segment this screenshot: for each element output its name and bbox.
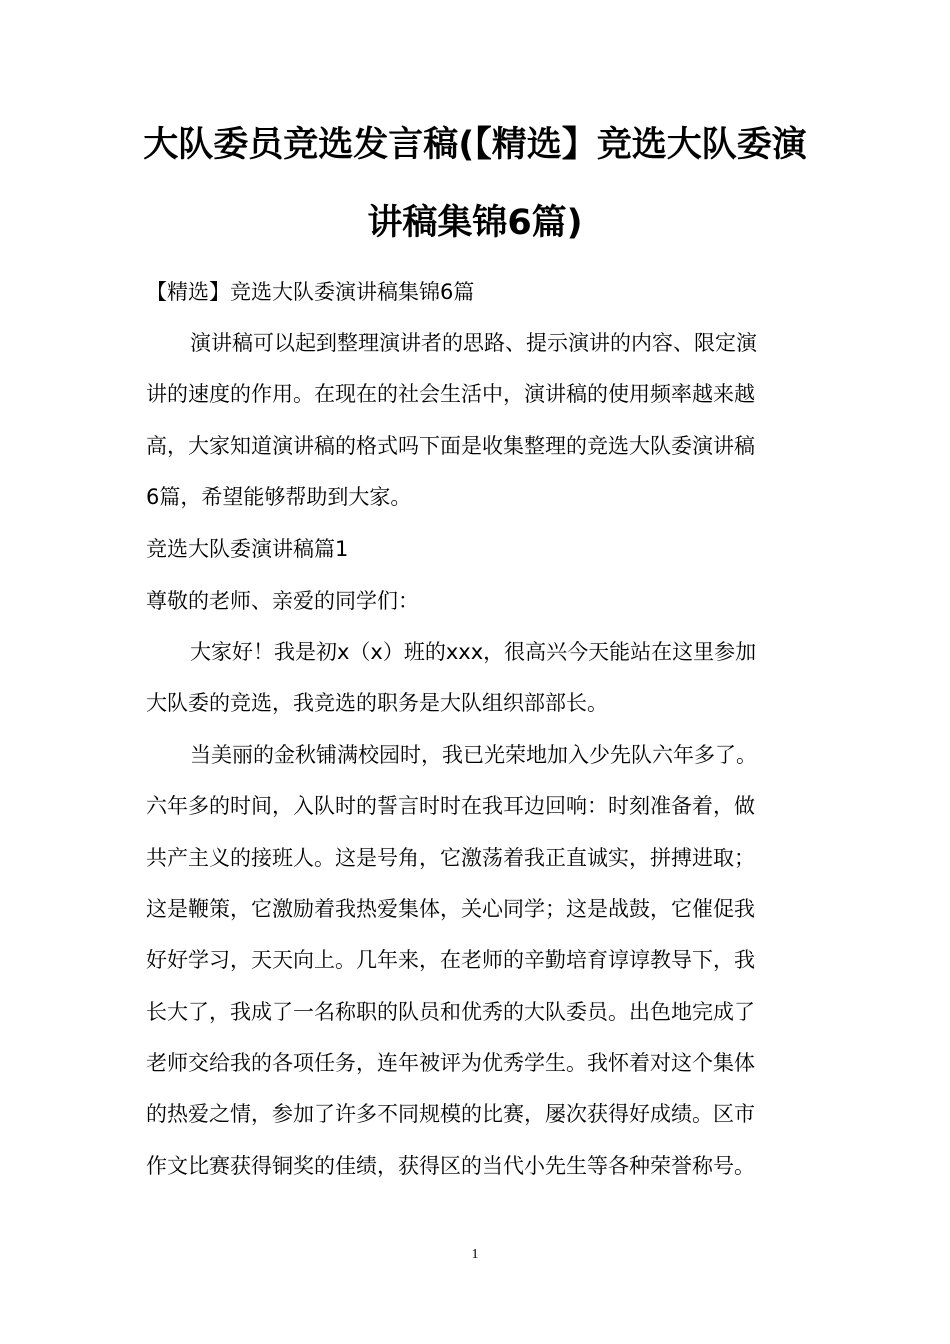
document-title-line-1: 大队委员竞选发言稿(【精选】竞选大队委演 xyxy=(143,125,807,165)
salutation-line: 尊敬的老师、亲爱的同学们： xyxy=(146,589,419,613)
section-heading: 竞选大队委演讲稿篇1 xyxy=(146,537,349,561)
subtitle-line: 【精选】竞选大队委演讲稿集锦6篇 xyxy=(146,280,475,304)
intro-line-3: 高，大家知道演讲稿的格式吗下面是收集整理的竞选大队委演讲稿 xyxy=(146,434,755,458)
body-paragraph-1-line-2: 大队委的竞选，我竞选的职务是大队组织部部长。 xyxy=(146,691,608,715)
intro-line-1: 演讲稿可以起到整理演讲者的思路、提示演讲的内容、限定演 xyxy=(190,331,757,355)
body-paragraph-2-line-3: 共产主义的接班人。这是号角，它激荡着我正直诚实，拼搏进取； xyxy=(146,846,755,870)
page-number: 1 xyxy=(471,1247,479,1262)
body-paragraph-2-line-7: 老师交给我的各项任务，连年被评为优秀学生。我怀着对这个集体 xyxy=(146,1051,755,1075)
document-title-line-2: 讲稿集锦6篇) xyxy=(367,203,583,243)
intro-line-4: 6篇，希望能够帮助到大家。 xyxy=(146,485,412,509)
body-paragraph-2-line-2: 六年多的时间，入队时的誓言时时在我耳边回响：时刻准备着，做 xyxy=(146,794,755,818)
body-paragraph-1-line-1: 大家好！我是初x（x）班的xxx，很高兴今天能站在这里参加 xyxy=(190,640,757,664)
body-paragraph-2-line-6: 长大了，我成了一名称职的队员和优秀的大队委员。出色地完成了 xyxy=(146,1000,755,1024)
body-paragraph-2-line-1: 当美丽的金秋铺满校园时，我已光荣地加入少先队六年多了。 xyxy=(190,743,757,767)
body-paragraph-2-line-5: 好好学习，天天向上。几年来，在老师的辛勤培育谆谆教导下，我 xyxy=(146,948,755,972)
body-paragraph-2-line-8: 的热爱之情，参加了许多不同规模的比赛，屡次获得好成绩。区市 xyxy=(146,1102,755,1126)
intro-line-2: 讲的速度的作用。在现在的社会生活中，演讲稿的使用频率越来越 xyxy=(146,382,755,406)
body-paragraph-2-line-4: 这是鞭策，它激励着我热爱集体，关心同学；这是战鼓，它催促我 xyxy=(146,897,755,921)
body-paragraph-2-line-9: 作文比赛获得铜奖的佳绩，获得区的当代小先生等各种荣誉称号。 xyxy=(146,1154,755,1178)
